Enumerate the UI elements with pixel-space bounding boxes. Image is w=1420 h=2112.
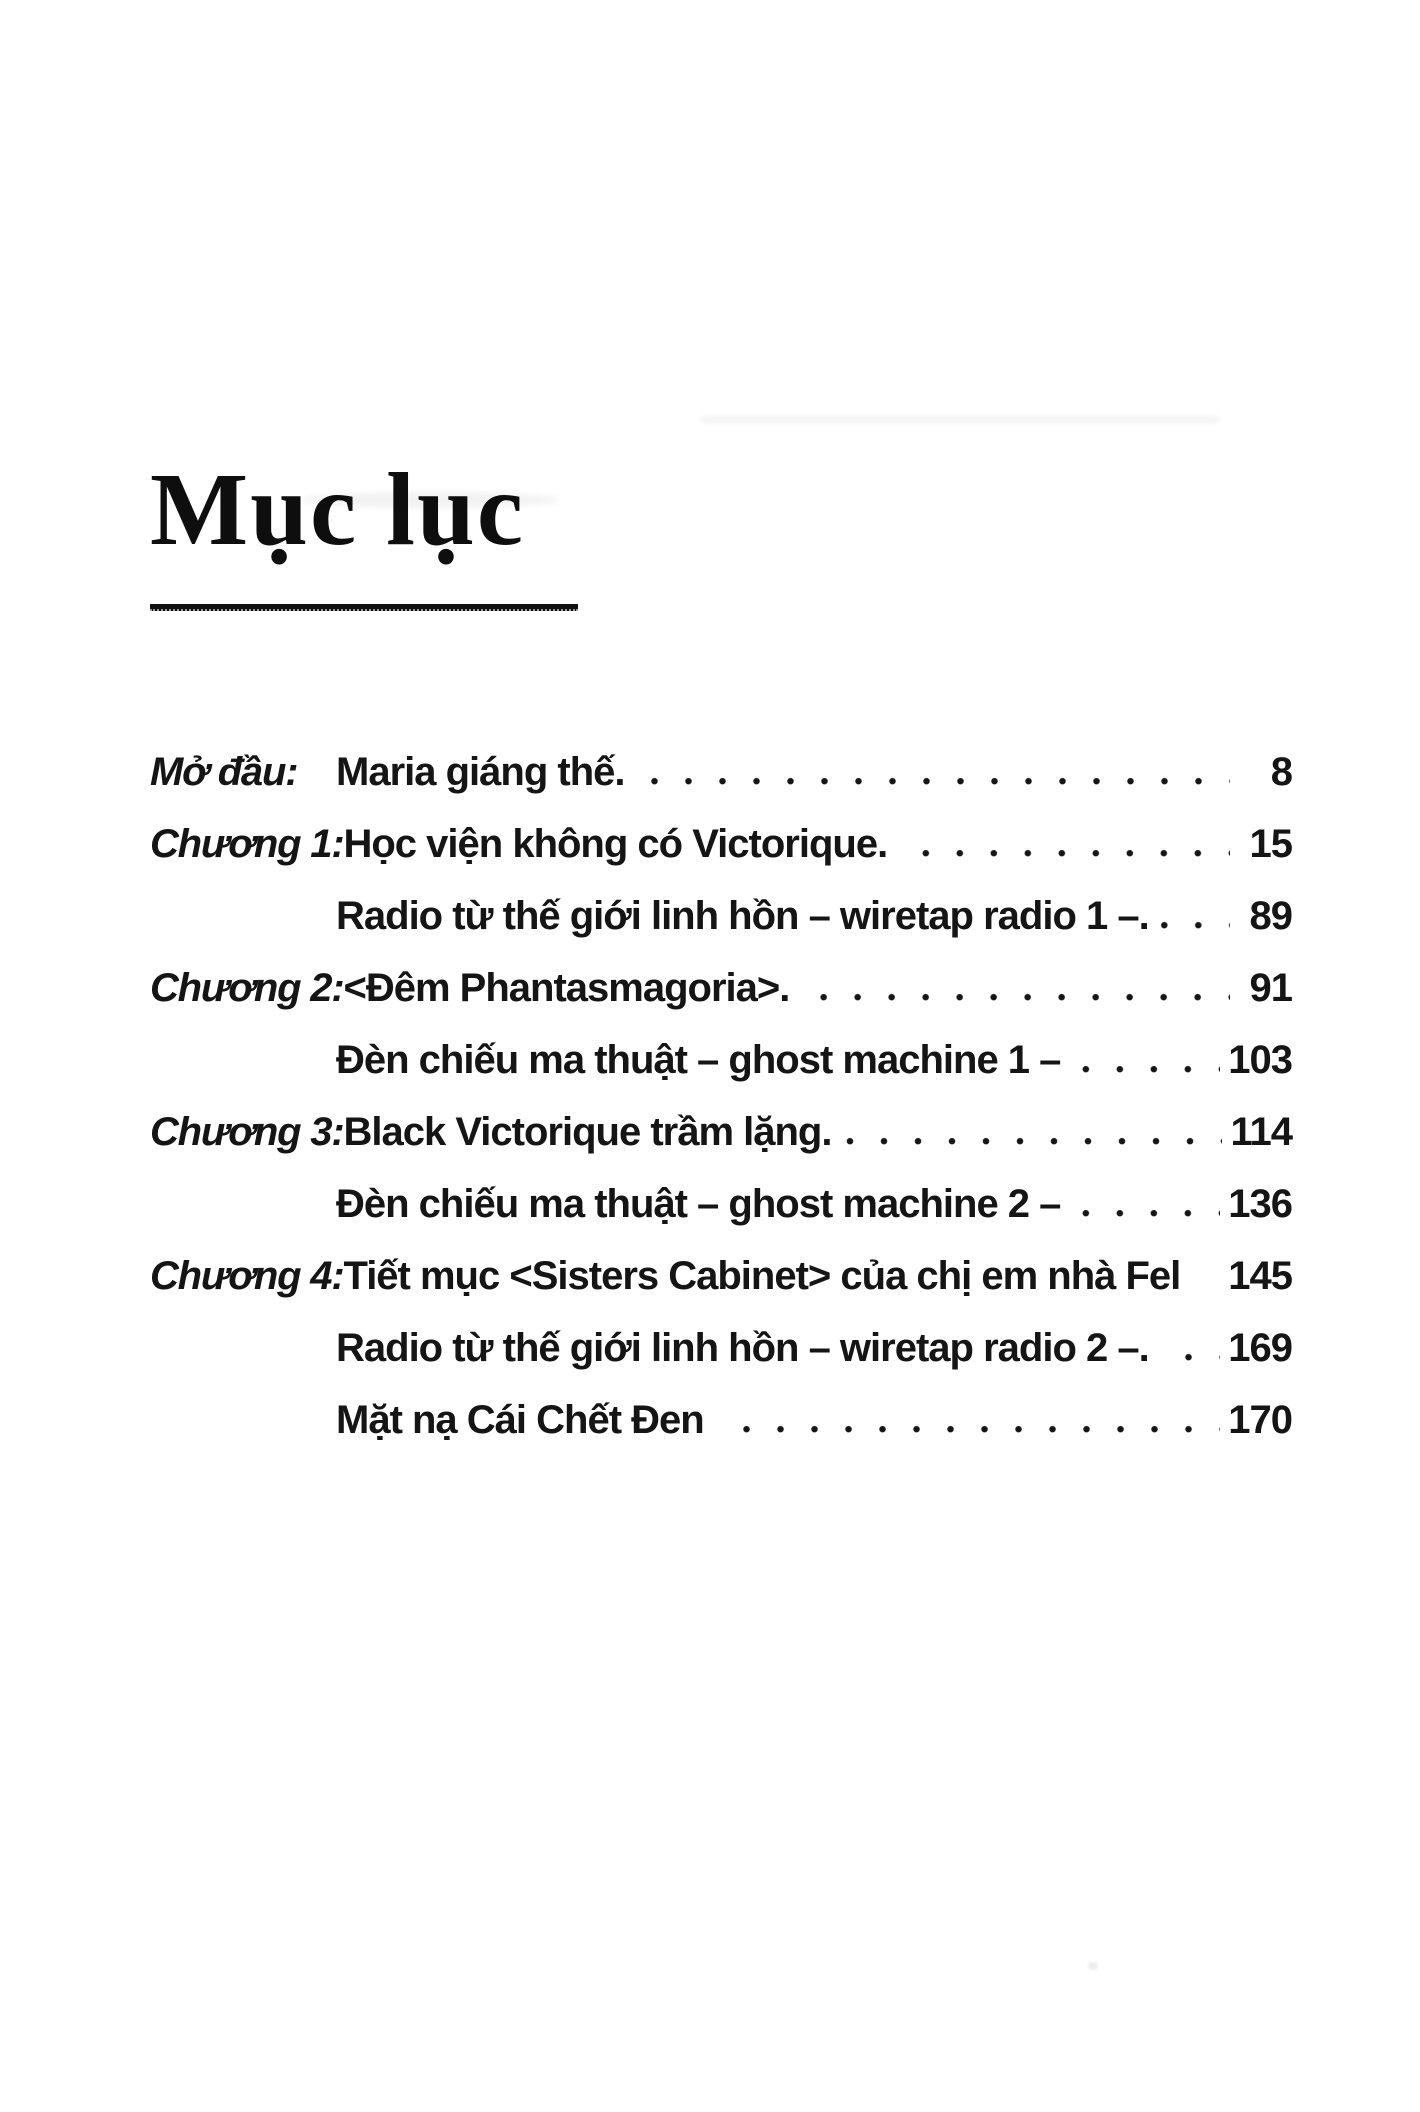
dot-leader [1072, 1209, 1220, 1217]
page-number: 89 [1249, 894, 1292, 939]
entry-title: Radio từ thế giới linh hồn – wiretap radio 2 –. [336, 1326, 1149, 1371]
toc-row [150, 1181, 1292, 1227]
entry-title: Black Victorique trầm lặng. [343, 1110, 832, 1155]
toc-row [150, 1253, 1292, 1299]
chapter-label: Chương 4: [150, 1254, 344, 1299]
toc-row [150, 893, 1292, 939]
page-number: 145 [1228, 1254, 1292, 1299]
dot-leader [1161, 921, 1230, 929]
page-number: 103 [1228, 1038, 1292, 1083]
toc-row [150, 1109, 1292, 1155]
entry-title: Đèn chiếu ma thuật – ghost machine 2 – [336, 1182, 1061, 1227]
scan-artifact [1088, 1962, 1098, 1970]
dot-leader [716, 1425, 1221, 1433]
entry-title: Mặt nạ Cái Chết Đen [336, 1398, 704, 1443]
dot-leader [843, 1137, 1222, 1145]
toc-row [150, 1037, 1292, 1083]
page-number: 91 [1249, 966, 1292, 1011]
toc-row [150, 1325, 1292, 1371]
chapter-label: Chương 2: [150, 966, 344, 1011]
table-of-contents [150, 749, 1292, 1443]
dot-leader [899, 849, 1230, 857]
entry-title: Maria giáng thế. [336, 750, 625, 795]
toc-row [150, 749, 1292, 795]
page-title: Mục lục [150, 452, 526, 567]
dot-leader [637, 777, 1231, 785]
entry-title: <Đêm Phantasmagoria>. [343, 966, 790, 1011]
chapter-label: Chương 1: [150, 822, 344, 867]
page-number: 170 [1228, 1398, 1292, 1443]
entry-title: Tiết mục <Sisters Cabinet> của chị em nhà Fel [343, 1254, 1181, 1299]
toc-row [150, 965, 1292, 1011]
dot-leader [1072, 1065, 1220, 1073]
dot-leader [1161, 1353, 1221, 1361]
page-number: 169 [1228, 1326, 1292, 1371]
title-underline [150, 604, 578, 611]
chapter-label: Mở đầu: [150, 750, 298, 795]
page-number: 8 [1270, 750, 1292, 795]
dot-leader [801, 993, 1230, 1001]
toc-row [150, 1397, 1292, 1443]
page-number: 136 [1228, 1182, 1292, 1227]
page-number: 114 [1230, 1110, 1292, 1155]
page-number: 15 [1249, 822, 1292, 867]
entry-title: Học viện không có Victorique. [343, 822, 888, 867]
chapter-label: Chương 3: [150, 1110, 344, 1155]
toc-row [150, 821, 1292, 867]
entry-title: Radio từ thế giới linh hồn – wiretap radio 1 –. [336, 894, 1149, 939]
dot-leader [1192, 1281, 1220, 1289]
entry-title: Đèn chiếu ma thuật – ghost machine 1 – [336, 1038, 1061, 1083]
